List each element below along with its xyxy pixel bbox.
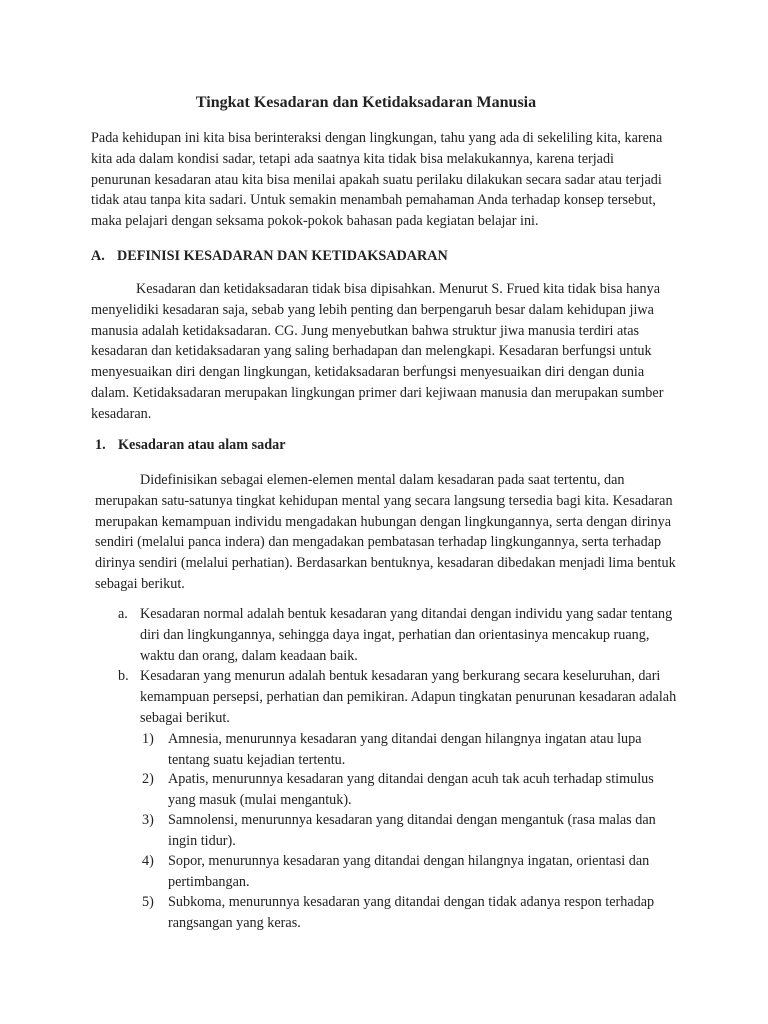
section-a-marker: A. (91, 248, 105, 264)
section-a-heading (91, 246, 448, 266)
sublist-item-text: Apatis, menurunnya kesadaran yang ditandai dengan acuh tak acuh terhadap stimulus yang masuk (mulai mengantuk). (168, 771, 654, 808)
sublist-item-marker: 2) (142, 771, 154, 787)
subsection-1-marker: 1. (95, 437, 106, 453)
subsection-1-heading (95, 435, 286, 455)
list-item (118, 666, 678, 728)
section-a-heading-text: DEFINISI KESADARAN DAN KETIDAKSADARAN (117, 248, 448, 264)
list-item-marker: a. (118, 606, 128, 622)
sublist-item-text: Amnesia, menurunnya kesadaran yang ditandai dengan hilangnya ingatan atau lupa tentang suatu kejadian tertentu. (168, 731, 642, 768)
sublist-item (142, 810, 682, 852)
sublist-item (142, 729, 682, 771)
sublist-item-text: Sopor, menurunnya kesadaran yang ditandai dengan hilangnya ingatan, orientasi dan pertimbangan. (168, 853, 650, 890)
sublist-item-marker: 5) (142, 894, 154, 910)
sublist-item-marker: 3) (142, 812, 154, 828)
sublist-item-text: Samnolensi, menurunnya kesadaran yang ditandai dengan mengantuk (rasa malas dan ingin tidur). (168, 812, 656, 849)
subsection-1-paragraph: Didefinisikan sebagai elemen-elemen mental dalam kesadaran pada saat tertentu, dan merupakan satu-satunya tingkat kehidupan mental yang secara langsung tersedia bagi kita. Kesadaran merupakan kemampuan individu mengadakan hubungan dengan lingkungannya, serta dengan dirinya sendiri (melalui panca indera) dan mengadakan pembatasan terhadap lingkungannya, serta terhadap dirinya sendiri (melalui perhatian). Berdasarkan bentuknya, kesadaran dibedakan menjadi lima bentuk sebagai berikut. (95, 472, 676, 592)
sublist-item-marker: 1) (142, 731, 154, 747)
sublist-item (142, 769, 682, 811)
sublist-item (142, 892, 682, 934)
sublist-item (142, 851, 682, 893)
sublist-item-marker: 4) (142, 853, 154, 869)
sublist-item-text: Subkoma, menurunnya kesadaran yang ditandai dengan tidak adanya respon terhadap rangsangan yang keras. (168, 894, 655, 931)
subsection-1-heading-text: Kesadaran atau alam sadar (118, 437, 286, 453)
intro-paragraph: Pada kehidupan ini kita bisa berinteraksi dengan lingkungan, tahu yang ada di sekeliling kita, karena kita ada dalam kondisi sadar, tetapi ada saatnya kita tidak bisa melakukannya, karena terjadi penurunan kesadaran atau kita bisa menilai apakah suatu perilaku dilakukan secara sadar atau terjadi tidak atau tanpa kita sadari. Untuk semakin menambah pemahaman Anda terhadap konsep tersebut, maka pelajari dengan seksama pokok-pokok bahasan pada kegiatan belajar ini. (91, 130, 663, 230)
list-item (118, 604, 678, 666)
list-item-marker: b. (118, 668, 129, 684)
section-a-paragraph: Kesadaran dan ketidaksadaran tidak bisa dipisahkan. Menurut S. Frued kita tidak bisa hanya menyelidiki kesadaran saja, sebab yang lebih penting dan berpengaruh besar dalam kehidupan jiwa manusia adalah ketidaksadaran. CG. Jung menyebutkan bahwa struktur jiwa manusia terdiri atas kesadaran dan ketidaksadaran yang saling berhadapan dan melengkapi. Kesadaran berfungsi untuk menyesuaikan diri dengan lingkungan, ketidaksadaran berfungsi menyesuaikan diri dengan dunia dalam. Ketidaksadaran merupakan lingkungan primer dari kejiwaan manusia dan merupakan sumber kesadaran. (91, 281, 664, 422)
list-item-text: Kesadaran normal adalah bentuk kesadaran yang ditandai dengan individu yang sadar tentang diri dan lingkungannya, sehingga daya ingat, perhatian dan orientasinya mencakup ruang, waktu dan orang, dalam keadaan baik. (140, 606, 673, 664)
list-item-text: Kesadaran yang menurun adalah bentuk kesadaran yang berkurang secara keseluruhan, dari kemampuan persepsi, perhatian dan pemikiran. Adapun tingkatan penurunan kesadaran adalah sebagai berikut. (140, 668, 677, 726)
document-title: Tingkat Kesadaran dan Ketidaksadaran Manusia (195, 94, 537, 111)
